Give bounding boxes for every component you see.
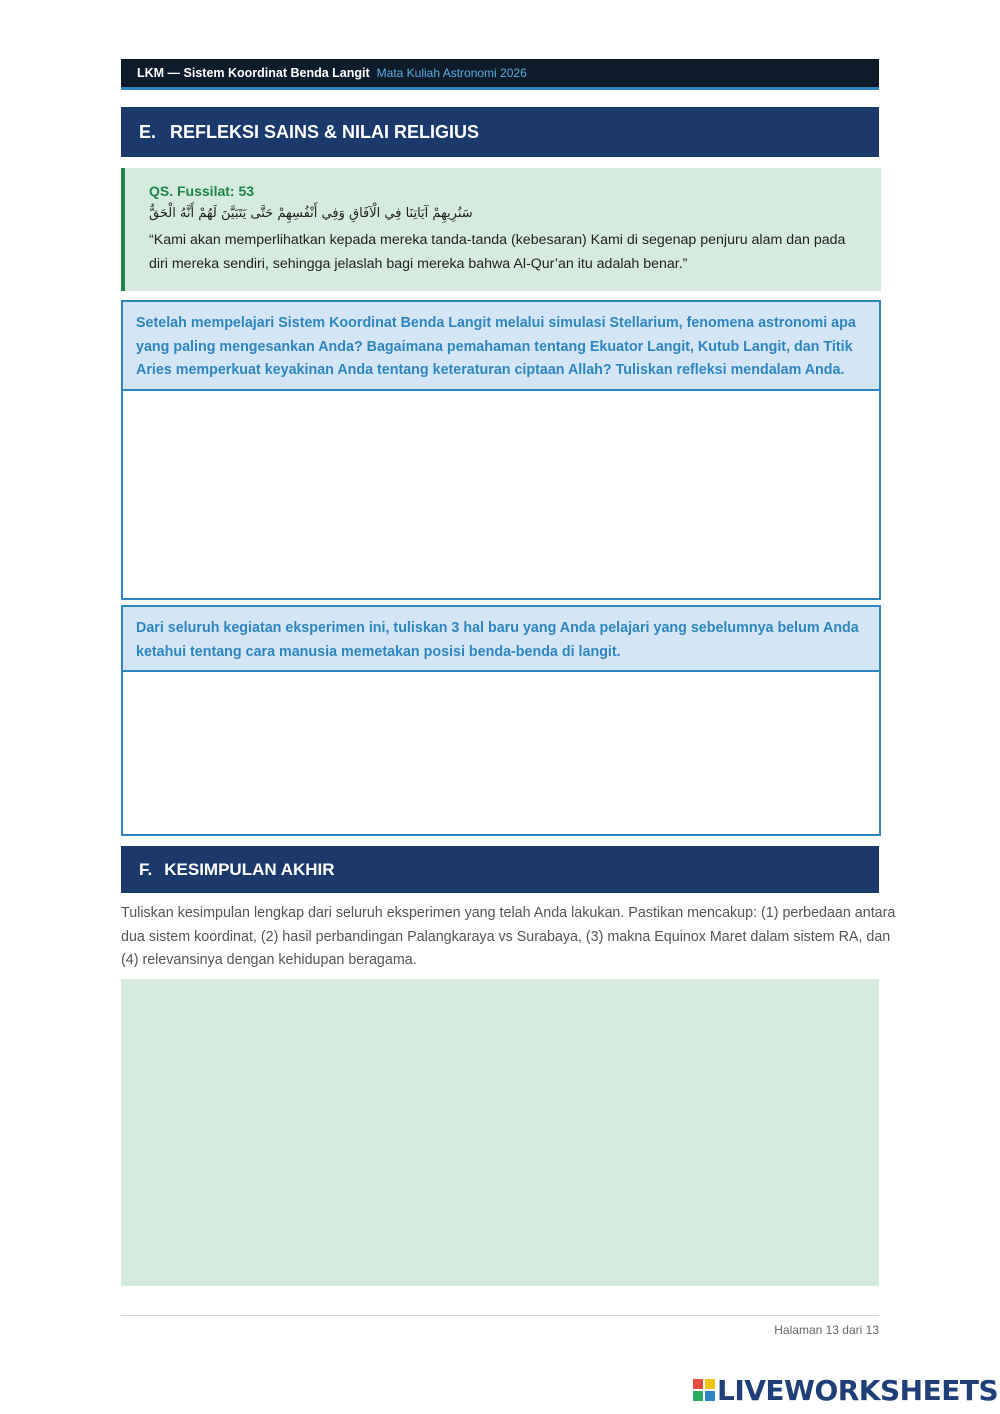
document-header-bar (121, 59, 879, 90)
document-title: LKM — Sistem Koordinat Benda Langit (137, 66, 370, 80)
section-f-title: KESIMPULAN AKHIR (164, 859, 335, 879)
question-1-prompt: Setelah mempelajari Sistem Koordinat Benda Langit melalui simulasi Stellarium, fenomena astronomi apa yang paling mengesankan Anda? Bagaimana pemahaman tentang Ekuator Langit, Kutub Langit, dan Titik Aries memperkuat keyakinan Anda tentang keteraturan ciptaan Allah? Tuliskan refleksi mendalam Anda. (123, 302, 879, 391)
section-e-heading (121, 107, 879, 157)
reflection-question-2 (121, 605, 881, 836)
logo-square-l (693, 1379, 703, 1389)
logo-square-i (705, 1379, 715, 1389)
conclusion-answer-area[interactable] (121, 979, 879, 1286)
brand-name: LIVEWORKSHEETS (717, 1373, 999, 1407)
section-e-title: REFLEKSI SAINS & NILAI RELIGIUS (170, 121, 480, 142)
question-2-answer-area[interactable] (123, 672, 879, 834)
question-1-answer-area[interactable] (123, 391, 879, 577)
conclusion-instruction: Tuliskan kesimpulan lengkap dari seluruh eksperimen yang telah Anda lakukan. Pastikan mencakup: (1) perbedaan antara dua sistem koordinat, (2) hasil perbandingan Palangkaraya vs Surabaya, (3) makna Equinox Maret dalam sistem RA, dan (4) relevansinya dengan kehidupan beragama. (121, 905, 896, 968)
logo-square-v (693, 1391, 703, 1401)
quran-verse-box (121, 168, 881, 291)
section-e-letter: E. (139, 121, 157, 142)
verse-arabic-text: سَنُرِيهِمْ آيَاتِنَا فِي الْآفَاقِ وَفِي أَنْفُسِهِمْ حَتَّى يَتَبَيَّنَ لَهُمْ أَنَّهُ الْحَقُّ (149, 206, 473, 221)
document-subtitle: Mata Kuliah Astronomi 2026 (376, 66, 527, 80)
footer-divider (121, 1315, 879, 1316)
verse-reference: QS. Fussilat: 53 (149, 183, 255, 199)
reflection-question-1 (121, 300, 881, 600)
liveworksheets-logo-icon (693, 1379, 715, 1401)
logo-square-e (705, 1391, 715, 1401)
liveworksheets-brand[interactable] (693, 1372, 998, 1408)
section-f-heading (121, 846, 879, 893)
verse-translation: “Kami akan memperlihatkan kepada mereka tanda-tanda (kebesaran) Kami di segenap penjuru alam dan pada diri mereka sendiri, sehingga jelaslah bagi mereka bahwa Al-Qur’an itu adalah benar.” (149, 232, 846, 272)
question-2-prompt: Dari seluruh kegiatan eksperimen ini, tuliskan 3 hal baru yang Anda pelajari yang sebelumnya belum Anda ketahui tentang cara manusia memetakan posisi benda-benda di langit. (123, 607, 879, 672)
page-number: Halaman 13 dari 13 (774, 1323, 879, 1337)
section-f-letter: F. (139, 859, 153, 879)
